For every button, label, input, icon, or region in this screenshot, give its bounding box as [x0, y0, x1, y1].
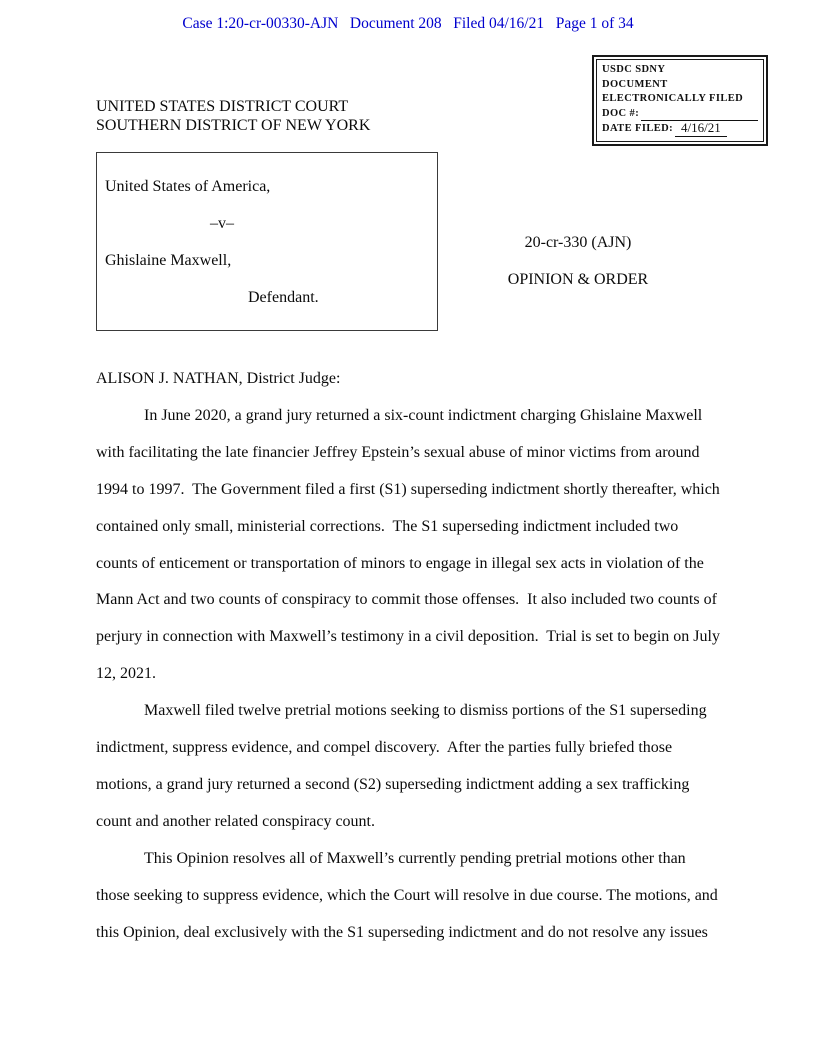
case-number: 20-cr-330 (AJN) — [524, 234, 632, 251]
opinion-body — [96, 361, 724, 952]
case-identifier-block — [490, 224, 666, 298]
caption-plaintiff: United States of America, — [105, 178, 271, 195]
court-name-line1: UNITED STATES DISTRICT COURT — [96, 98, 349, 115]
ecf-case-header: Case 1:20-cr-00330-AJN Document 208 Filed 04/16/21 Page 1 of 34 — [182, 15, 634, 32]
stamp-date-label: DATE FILED: — [602, 123, 674, 134]
court-name-block — [96, 97, 370, 135]
body-paragraph-2: Maxwell filed twelve pretrial motions seeking to dismiss portions of the S1 superseding indictment, suppress evidence, and compel discovery. After the parties fully briefed those motions, a grand jury returned a second (S2) superseding indictment adding a sex trafficking count and another related conspiracy count. — [96, 702, 711, 830]
caption-defendant-name: Ghislaine Maxwell, — [105, 252, 232, 269]
caption-defendant-label: Defendant. — [248, 289, 319, 306]
body-paragraph-3: This Opinion resolves all of Maxwell’s currently pending pretrial motions other than those seeking to suppress evidence, which the Court will resolve in due course. The motions, and this Opinion, deal exclusively with the S1 superseding indictment and do not resolve any issues — [96, 849, 722, 941]
stamp-doc-number-row — [602, 107, 758, 122]
stamp-date-value: 4/16/21 — [675, 121, 727, 137]
filed-stamp-inner — [596, 59, 764, 142]
judge-line: ALISON J. NATHAN, District Judge: — [96, 370, 341, 387]
stamp-doc-label: DOC #: — [602, 107, 640, 119]
stamp-line-usdc: USDC SDNY — [602, 64, 666, 75]
opinion-title: OPINION & ORDER — [507, 271, 649, 288]
filed-stamp — [592, 55, 768, 146]
court-name-line2: SOUTHERN DISTRICT OF NEW YORK — [96, 117, 371, 134]
stamp-line-electronically-filed: ELECTRONICALLY FILED — [602, 93, 744, 104]
body-paragraph-1: In June 2020, a grand jury returned a six-count indictment charging Ghislaine Maxwell with facilitating the late financier Jeffrey Epstein’s sexual abuse of minor victims from around 1994 to 1997. The Government filed a first (S1) superseding indictment shortly thereafter, which contained only small, ministerial corrections. The S1 superseding indictment included two counts of enticement or transportation of minors to engage in illegal sex acts in violation of the Mann Act and two counts of conspiracy to commit those offenses. It also included two counts of perjury in connection with Maxwell’s testimony in a civil deposition. Trial is set to begin on July 12, 2021. — [96, 406, 724, 683]
caption-versus: –v– — [210, 215, 234, 232]
case-caption-box — [96, 152, 438, 331]
stamp-date-row — [602, 121, 758, 137]
stamp-line-document: DOCUMENT — [602, 78, 668, 90]
